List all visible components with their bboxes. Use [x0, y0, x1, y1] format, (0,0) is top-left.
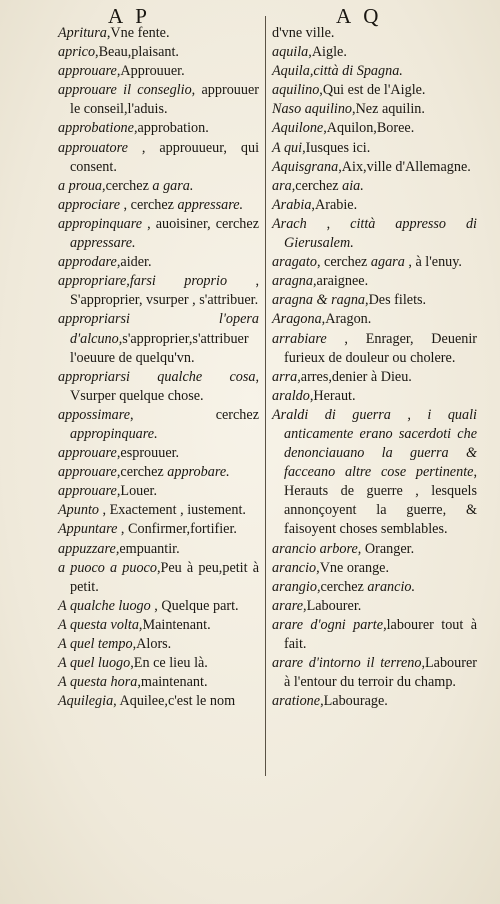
headword: approuare il conseglio [58, 82, 192, 99]
headword: appropriarsi l'opera d'alcuno [58, 311, 259, 347]
dictionary-entry [272, 139, 477, 158]
headword: arancio arbore [272, 540, 358, 557]
entry-separator: , [130, 406, 216, 423]
dictionary-entry [58, 616, 259, 635]
headword: Aquilone [272, 120, 324, 137]
running-head-right: A Q [336, 4, 383, 28]
dictionary-entry [58, 62, 259, 81]
dictionary-entry [272, 62, 477, 81]
dictionary-entry [58, 597, 259, 616]
entry-separator: , [357, 540, 365, 557]
headword: approciare [58, 196, 120, 213]
dictionary-entry [272, 119, 477, 138]
headword: araldo [272, 387, 310, 404]
headword: Apritura [58, 25, 107, 41]
headword: A quel luogo [58, 655, 131, 672]
entry-separator: , [321, 311, 326, 328]
definition: cerchez [324, 254, 371, 271]
dictionary-entry [58, 139, 259, 177]
headword: appuzzare [58, 540, 116, 557]
dictionary-entry [272, 559, 477, 578]
definition: S'approprier, vsurper , s'attribuer. [70, 292, 259, 309]
cross-reference: arancio. [367, 578, 416, 595]
headword: aragato [272, 254, 317, 271]
definition: En ce lieu là. [133, 655, 208, 672]
entry-separator: , [127, 139, 160, 156]
definition: Iusques ici. [305, 139, 371, 156]
cross-reference: città appresso di Gierusalem. [284, 215, 477, 252]
dictionary-entry [272, 387, 477, 406]
headword: approdare [58, 254, 117, 271]
dictionary-entry [58, 540, 259, 559]
dictionary-entry [272, 368, 477, 387]
entry-separator: , [421, 655, 425, 672]
definition: approuueur, qui consent. [70, 139, 260, 175]
definition: Vne orange. [319, 559, 390, 576]
definition: Labourer. [306, 597, 362, 614]
headword: Aquilegia [58, 693, 114, 710]
entry-separator: , [118, 330, 123, 347]
dictionary-entry [58, 501, 259, 520]
cross-reference: agara [370, 254, 405, 271]
entry-separator: , [291, 177, 296, 194]
right-column [272, 24, 477, 711]
headword: arare [272, 597, 304, 614]
headword: approuare [58, 63, 117, 80]
cross-reference: appropinquare. [70, 425, 158, 442]
dictionary-entry [58, 196, 259, 215]
headword: appropinquare [58, 215, 143, 232]
definition: Arabie. [314, 196, 358, 213]
entry-separator: , [115, 540, 120, 557]
dictionary-entry [58, 406, 259, 444]
headword: Araldi di guerra , i quali anticamente erano sacerdoti che denonciauano la guerra & facceano altre cose pertinente [272, 406, 477, 481]
headword: appropriarsi qualche cosa [58, 368, 256, 385]
dictionary-entry [58, 692, 259, 711]
entry-separator: , [311, 196, 315, 213]
definition: Aquilon,Boree. [326, 120, 415, 137]
definition: Beau,plaisant. [98, 44, 179, 61]
definition: Approuuer. [120, 63, 185, 80]
cross-reference: a gara. [152, 177, 194, 194]
dictionary-entry [272, 291, 477, 310]
entry-separator: , [150, 597, 162, 614]
entry-separator: , [309, 387, 314, 404]
headword: aragna [272, 273, 313, 290]
definition: Louer. [120, 483, 158, 500]
definition: Vne fente. [110, 25, 170, 41]
cross-reference: appressare. [177, 196, 244, 213]
left-column [58, 24, 259, 711]
entry-separator: , [116, 483, 121, 500]
headword: aragna & ragna [272, 292, 366, 309]
entry-separator: , [113, 693, 120, 710]
definition: Nez aquilin. [355, 101, 425, 118]
entry-separator: , [319, 82, 323, 99]
cross-reference: appressare. [70, 235, 136, 252]
dictionary-entry [272, 81, 477, 100]
entry-separator: , [102, 177, 106, 194]
dictionary-entry [58, 81, 259, 119]
definition: cerchez [320, 578, 368, 595]
headword: A quel tempo [58, 636, 133, 652]
dictionary-entry [272, 616, 477, 654]
dictionary-entry [58, 482, 259, 501]
definition: cerchez [295, 177, 343, 194]
headword: A qualche luogo [58, 597, 151, 614]
dictionary-entry [58, 215, 259, 253]
definition: Quelque part. [161, 597, 239, 614]
definition: Labourage. [323, 693, 388, 710]
entry-separator: , [117, 521, 129, 538]
dictionary-entry [58, 559, 259, 597]
dictionary-entry [272, 330, 477, 368]
headword: aquila [272, 44, 309, 61]
definition: Alors. [136, 636, 172, 652]
definition: Des filets. [368, 292, 427, 309]
headword: arrabiare [272, 330, 327, 347]
column-divider [265, 16, 266, 776]
headword: appropriare,farsi proprio [58, 273, 228, 290]
definition: Qui est de l'Aigle. [322, 82, 426, 99]
entry-separator: , [308, 44, 312, 61]
dictionary-entry [272, 310, 477, 329]
dictionary-entry [272, 43, 477, 62]
entry-separator: , [227, 273, 259, 290]
entry-separator: , [316, 578, 321, 595]
headword: Arach [272, 215, 307, 232]
dictionary-entry [272, 196, 477, 215]
headword: approuatore [58, 139, 128, 156]
entry-separator: , [116, 254, 121, 271]
definition: Maintenant. [142, 616, 211, 633]
definition: Aigle. [311, 44, 347, 61]
definition: auoisiner, cerchez [155, 215, 260, 232]
entry-separator: , [303, 597, 307, 614]
entry-separator: , [156, 559, 161, 576]
entry-separator: , [142, 215, 156, 232]
headword: a proua [58, 177, 103, 194]
dictionary-entry [272, 158, 477, 177]
definition: Herauts de guerre , lesquels annonçoyent la guerre, & faisoyent choses semblables. [284, 483, 477, 538]
entry-separator: , [365, 292, 369, 309]
dictionary-entry [58, 635, 259, 654]
headword: Arabia [272, 196, 312, 213]
headword: aprico [58, 44, 96, 61]
dictionary-entry [58, 654, 259, 673]
headword: approuare [58, 445, 117, 462]
dictionary-entry [58, 43, 259, 62]
definition: cerchez [130, 196, 178, 213]
entry-separator: , [95, 44, 99, 61]
definition: , à l'enuy. [404, 254, 462, 271]
running-head-left: A P [108, 4, 151, 28]
headword: approuare [58, 464, 117, 481]
headword: appossimare [58, 406, 130, 423]
dictionary-entry [58, 673, 259, 692]
headword: approuare [58, 483, 117, 500]
headword: arare d'ogni parte [272, 616, 384, 633]
dictionary-entry [272, 177, 477, 196]
definition: Exactement , iustement. [109, 502, 246, 519]
entry-separator: , [323, 120, 327, 137]
headword: ara [272, 177, 292, 194]
entry-separator: , [130, 655, 134, 672]
entry-separator: , [352, 101, 356, 118]
dictionary-entry [58, 177, 259, 196]
dictionary-entry [58, 119, 259, 138]
headword: Aquisgrana [272, 158, 339, 175]
entry-separator: , [116, 445, 121, 462]
definition: approuuer le conseil,l'aduis. [70, 82, 260, 118]
entry-separator: , [137, 674, 141, 691]
definition: labourer tout à fait. [284, 616, 477, 652]
dictionary-entry [58, 272, 259, 310]
entry-separator: , [106, 25, 111, 41]
entry-separator: , [297, 368, 301, 385]
entry-separator: , [326, 330, 366, 347]
headword: Apunto [58, 502, 99, 519]
entry-separator: , [473, 464, 477, 481]
headword: approbatione [58, 120, 134, 137]
headword: Aragona [272, 311, 322, 328]
entry-separator: , [313, 273, 317, 290]
definition: Enrager, Deuenir furieux de douleur ou cholere. [284, 330, 477, 366]
definition: Oranger. [364, 540, 415, 557]
definition: maintenant. [140, 674, 208, 691]
definition: Confirmer,fortifier. [128, 521, 237, 538]
entry-separator: , [98, 502, 110, 519]
definition: aider. [120, 254, 152, 271]
definition: araignee. [316, 273, 369, 290]
entry-separator: , [116, 464, 121, 481]
dictionary-entry [272, 540, 477, 559]
cross-reference: approbare. [167, 464, 230, 481]
headword: A questa volta [58, 616, 139, 633]
definition: cerchez [215, 406, 259, 423]
entry-separator: , [316, 254, 325, 271]
headword: a puoco a puoco [58, 559, 157, 576]
dictionary-entry [58, 444, 259, 463]
entry-separator: , [383, 616, 387, 633]
entry-separator: , [302, 139, 306, 156]
dictionary-entry [58, 310, 259, 367]
dictionary-entry [272, 100, 477, 119]
headword: arangio [272, 578, 317, 595]
entry-separator: , [132, 636, 137, 652]
entry-separator: , [316, 559, 320, 576]
dictionary-entry [272, 578, 477, 597]
dictionary-entry [58, 253, 259, 272]
entry-continuation: d'vne ville. [272, 25, 335, 41]
definition: approbation. [137, 120, 209, 137]
entry-separator: , [255, 368, 259, 385]
definition: s'approprier,s'attribuer l'oeuure de quelqu'vn. [70, 330, 249, 366]
dictionary-entry [58, 24, 259, 43]
definition: Aragon. [325, 311, 372, 328]
definition: cerchez [120, 464, 168, 481]
definition: Heraut. [313, 387, 356, 404]
headword: A questa hora [58, 674, 138, 691]
entry-separator: , [133, 120, 138, 137]
dictionary-entry [58, 520, 259, 539]
headword: arancio [272, 559, 317, 576]
headword: aratione [272, 693, 321, 710]
entry-separator: , [338, 158, 342, 175]
dictionary-entry [272, 654, 477, 692]
entry-separator: , [120, 196, 131, 213]
dictionary-entry [58, 368, 259, 406]
definition: Aix,ville d'Allemagne. [341, 158, 471, 175]
definition: empuantir. [119, 540, 180, 557]
definition: Vsurper quelque chose. [70, 387, 204, 404]
headword: Appuntare [58, 521, 118, 538]
headword: Naso aquilino [272, 101, 353, 118]
definition: esprouuer. [120, 445, 180, 462]
headword: arra [272, 368, 298, 385]
dictionary-entry [272, 406, 477, 540]
definition: cerchez [105, 177, 153, 194]
headword: Aquila,città di Spagna. [272, 63, 403, 80]
headword: A qui [272, 139, 303, 156]
dictionary-entry [272, 597, 477, 616]
dictionary-entry [272, 253, 477, 272]
dictionary-entry [272, 215, 477, 253]
definition: Labourer à l'entour du terroir du champ. [284, 655, 477, 691]
entry-separator: , [191, 82, 202, 99]
definition: Aquilee,c'est le nom [119, 693, 236, 710]
cross-reference: aia. [342, 177, 364, 194]
entry-separator: , [116, 63, 121, 80]
definition: Peu à peu,petit à petit. [70, 559, 259, 595]
definition: arres,denier à Dieu. [300, 368, 412, 385]
dictionary-entry [272, 272, 477, 291]
entry-separator: , [306, 215, 351, 232]
dictionary-entry [58, 463, 259, 482]
dictionary-entry [272, 692, 477, 711]
entry-separator: , [138, 616, 143, 633]
entry-separator: , [320, 693, 324, 710]
headword: aquilino [272, 82, 320, 99]
headword: arare d'intorno il terreno [272, 655, 422, 672]
